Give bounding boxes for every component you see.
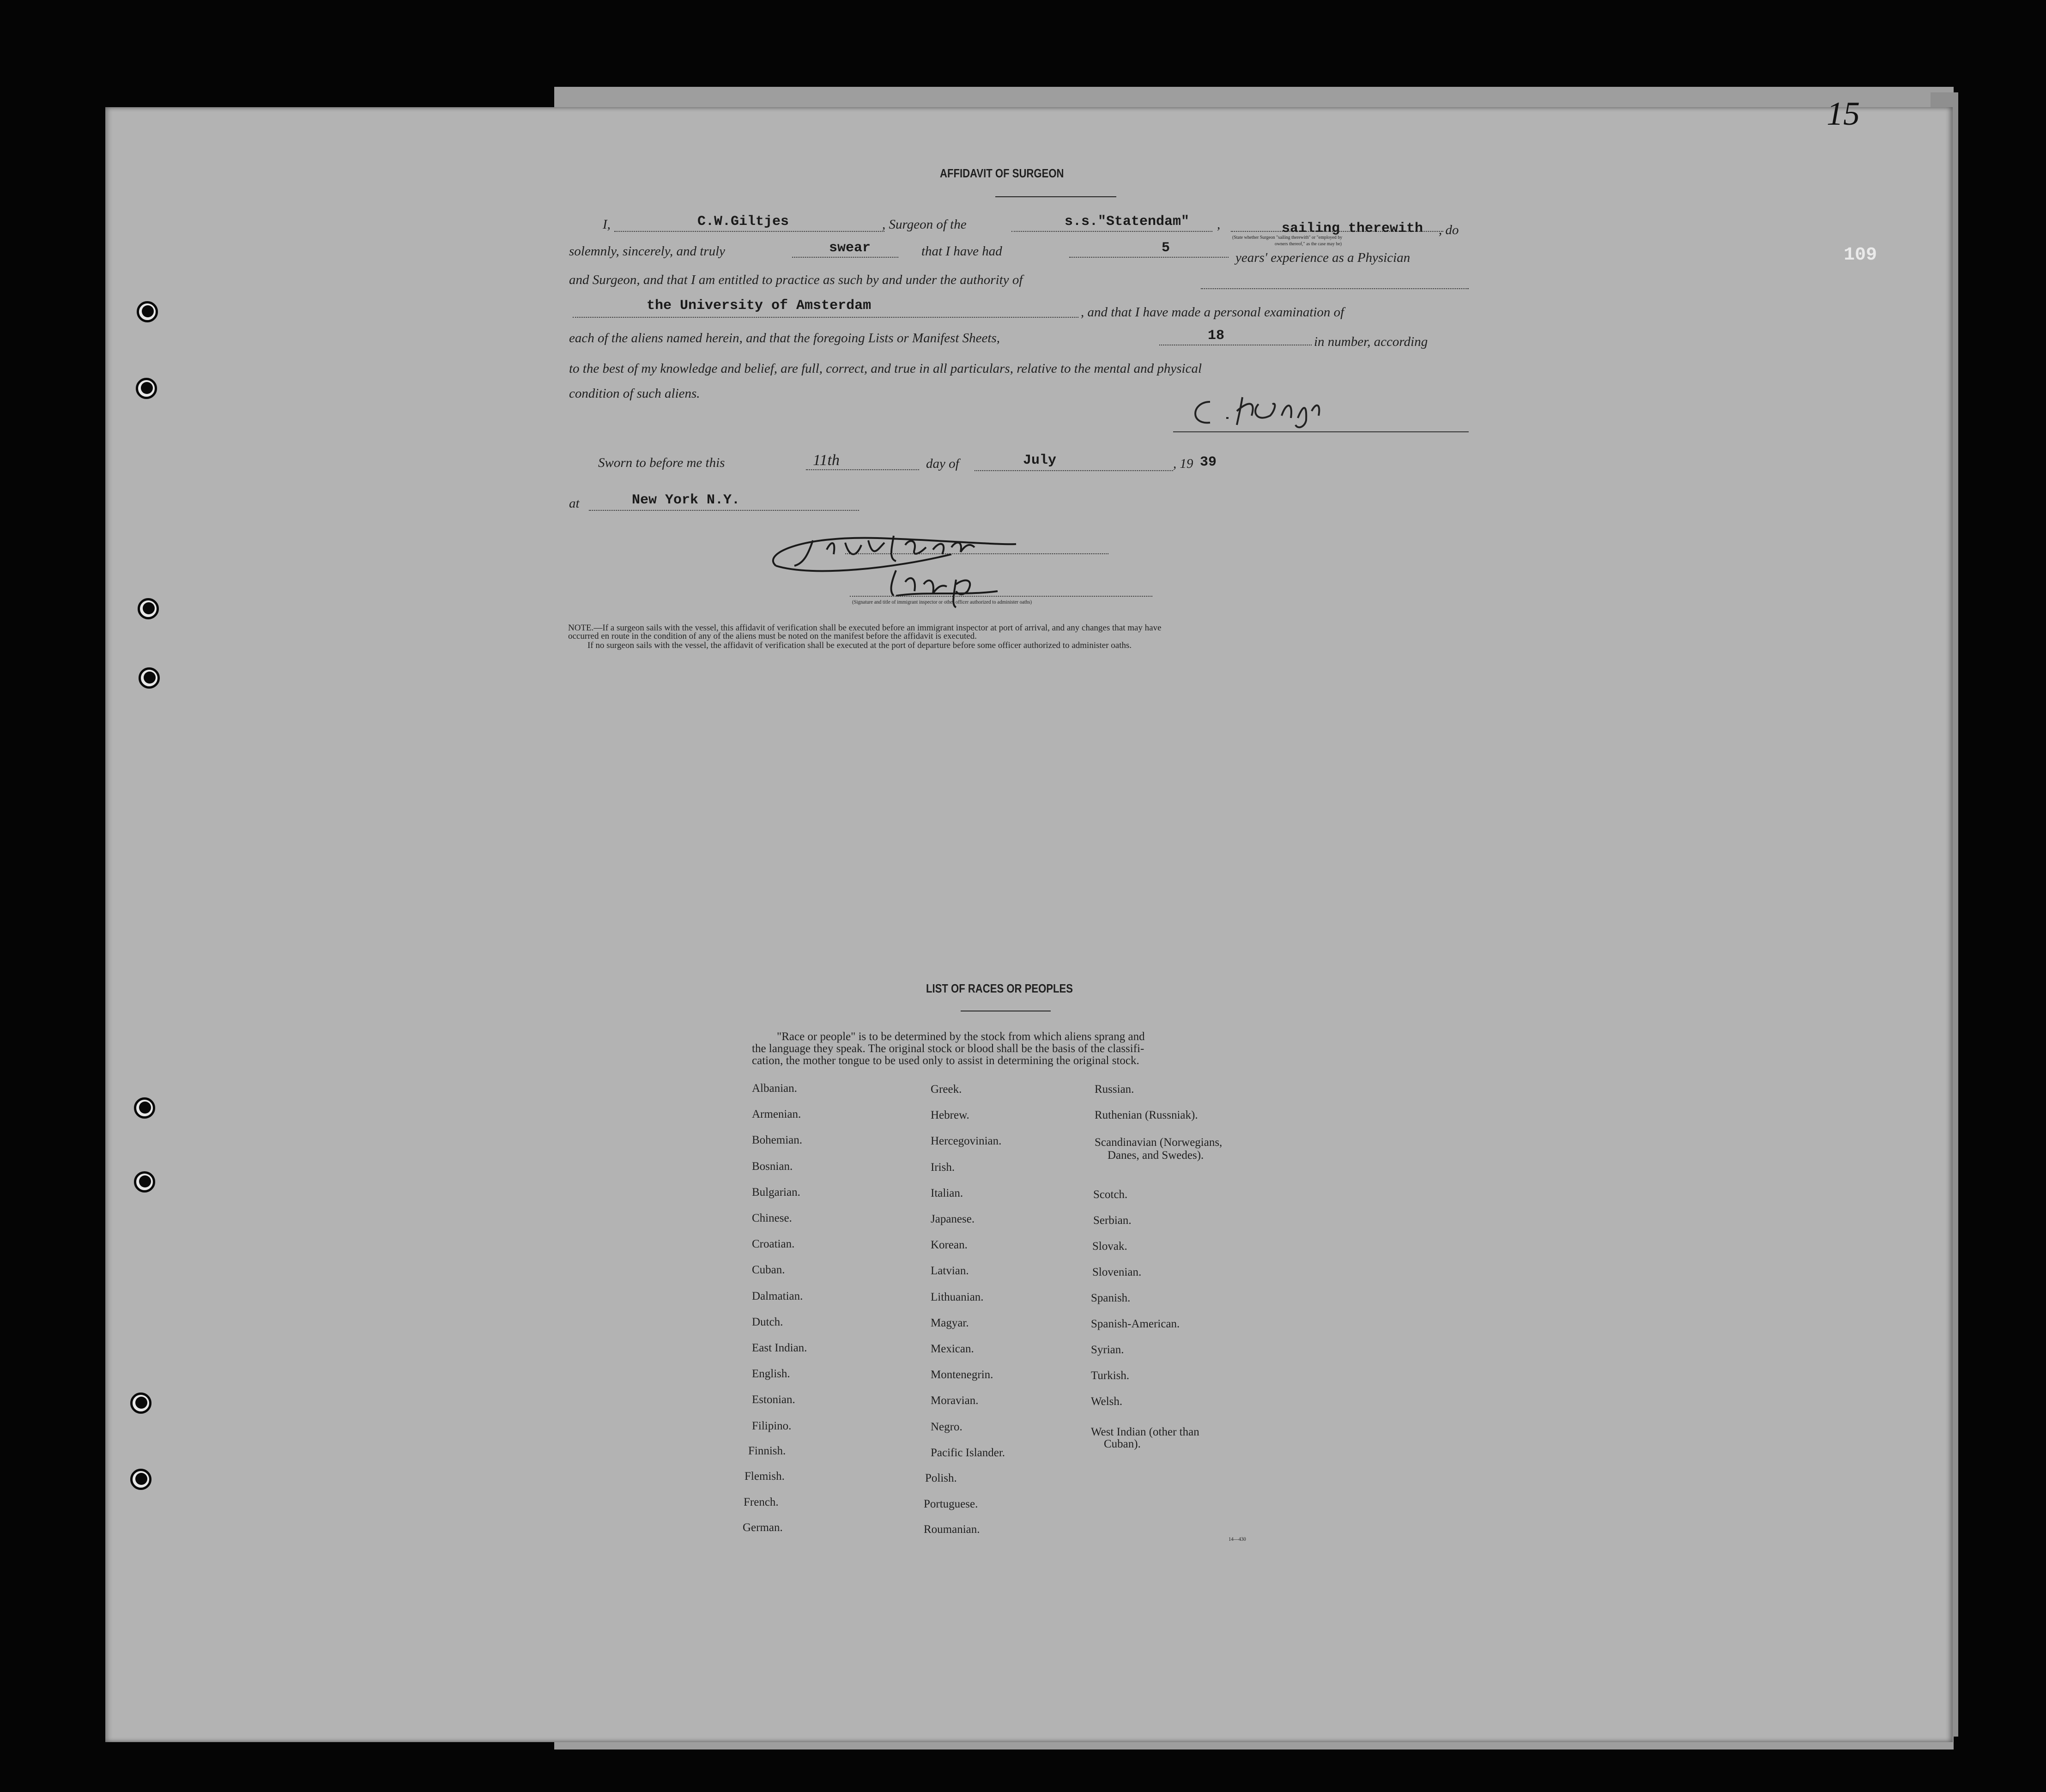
race-item: Moravian. [931,1394,979,1407]
blank-authority [573,317,1078,318]
race-item: Bohemian. [752,1134,803,1147]
vessel-name: s.s."Statendam" [1065,214,1190,230]
binder-hole [130,1469,151,1490]
blank-years [1069,257,1229,258]
race-item: English. [752,1368,790,1380]
title-rule [995,196,1116,197]
race-item: Danes, and Swedes). [1108,1149,1204,1162]
race-item: Hebrew. [931,1109,969,1122]
label-had: that I have had [921,244,1002,259]
sailing-status: sailing therewith [1282,221,1423,236]
race-item: Scotch. [1093,1188,1128,1201]
race-item: Magyar. [931,1316,969,1329]
races-intro-1: "Race or people" is to be determined by the stock from which aliens sprang and [777,1030,1145,1043]
label-sworn: Sworn to before me this [598,455,725,470]
race-item: French. [744,1496,779,1508]
race-item: West Indian (other than [1091,1426,1199,1438]
race-item: Spanish. [1091,1292,1131,1304]
label-surgeon-of: , Surgeon of the [882,217,967,232]
label-and-surgeon: and Surgeon, and that I am entitled to practice as such by and under the authority of [569,272,1023,287]
race-item: Dalmatian. [752,1290,803,1302]
status-note: (State whether Surgeon "sailing therewith" or "employed by [1232,235,1343,240]
race-item: Dutch. [752,1315,783,1328]
race-item: Scandinavian (Norwegians, [1095,1136,1223,1149]
race-item: Slovenian. [1092,1266,1142,1278]
label-day-of: day of [926,456,959,471]
corner-mark: 15 [1827,95,1860,132]
race-item: Montenegrin. [931,1368,993,1381]
race-item: Welsh. [1091,1395,1123,1408]
label-condition: condition of such aliens. [569,386,700,401]
surgeon-name: C.W.Giltjes [697,214,789,230]
race-item: Albanian. [752,1082,797,1095]
race-item: Cuban. [752,1264,785,1277]
race-item: Portuguese. [924,1498,978,1510]
race-item: Greek. [931,1083,962,1096]
race-item: Italian. [931,1187,963,1199]
sworn-day: 11th [813,452,840,469]
signature-caption: (Signature and title of immigrant inspector or other officer authorized to administer oaths) [852,599,1032,605]
race-item: Chinese. [752,1212,792,1224]
race-item: Serbian. [1093,1214,1132,1227]
label-year: , 19 [1173,456,1193,471]
race-item: Lithuanian. [931,1290,984,1303]
label-to-the-best: to the best of my knowledge and belief, are full, correct, and true in all particulars, relative to the mental and physical [569,361,1202,376]
binder-hole [139,667,160,689]
document-page [105,107,1953,1742]
race-item: Estonian. [752,1393,795,1406]
races-intro-3: cation, the mother tongue to be used only to assist in determining the original stock. [752,1054,1139,1067]
blank-day [806,469,919,470]
binder-hole [136,378,157,399]
label-at: at [569,496,580,511]
authority: the University of Amsterdam [647,298,872,314]
race-item: Bosnian. [752,1160,793,1173]
race-item: Japanese. [931,1213,975,1225]
race-item: Irish. [931,1161,955,1174]
page-number: 109 [1844,245,1877,266]
label-solemnly: solemnly, sincerely, and truly [569,244,726,259]
race-item: Croatian. [752,1238,795,1251]
race-item: Filipino. [752,1419,792,1432]
race-item: Russian. [1095,1083,1134,1096]
race-item: Syrian. [1091,1344,1124,1356]
blank-authority-1 [1201,288,1469,289]
sheet-count: 18 [1208,328,1225,344]
binder-hole [134,1097,155,1119]
label-personal-exam: , and that I have made a personal examination of [1081,305,1344,320]
race-item: Slovak. [1092,1240,1127,1253]
race-item: Cuban). [1104,1438,1141,1450]
surgeon-signature-line [1173,431,1469,432]
binder-hole [137,301,158,322]
race-item: Finnish. [748,1445,786,1457]
blank-month [975,470,1173,471]
race-item: Pacific Islander. [931,1446,1005,1459]
label-years-experience: years' experience as a Physician [1235,250,1410,265]
sworn-place: New York N.Y. [632,492,740,508]
race-item: Flemish. [745,1470,785,1483]
status-note-2: owners thereof," as the case may be) [1275,241,1342,247]
affidavit-title: AFFIDAVIT OF SURGEON [940,166,1064,180]
label-comma: , [1217,217,1221,232]
note-line-3: If no surgeon sails with the vessel, the affidavit of verification shall be executed at the port of departure before some officer authorized to administer oaths. [587,641,1132,650]
sworn-month: July [1023,453,1057,468]
race-item: Roumanian. [924,1523,980,1536]
binder-hole [134,1171,155,1193]
years-experience: 5 [1162,240,1170,256]
label-i: I, [603,217,611,232]
race-item: Negro. [931,1420,962,1433]
inspector-signature-line-1 [845,553,1108,554]
race-item: Polish. [925,1472,957,1484]
note-line-2: occurred en route in the condition of any of the aliens must be noted on the manifest before the affidavit is executed. [568,631,977,641]
race-item: Armenian. [752,1108,801,1121]
label-in-number: in number, according [1314,334,1428,349]
races-title: LIST OF RACES OR PEOPLES [926,981,1073,995]
binder-hole [138,598,159,619]
inspector-signature-line-2 [850,596,1152,597]
oath-type: swear [829,240,871,256]
race-item: Korean. [931,1239,968,1252]
blank-place [589,510,859,511]
blank-vessel [1011,231,1212,232]
race-item: Turkish. [1091,1369,1130,1382]
sworn-year: 39 [1200,454,1217,470]
blank-oath [792,257,898,258]
blank-surgeon-name [614,231,884,232]
race-item: Bulgarian. [752,1186,800,1199]
race-item: Hercegovinian. [931,1135,1002,1148]
binder-hole [130,1392,151,1414]
form-number: 14—430 [1229,1536,1246,1542]
surgeon-signature [1182,383,1395,439]
races-intro-2: the language they speak. The original stock or blood shall be the basis of the classifi- [752,1042,1144,1055]
note-line-1: NOTE.—If a surgeon sails with the vessel, this affidavit of verification shall be executed before an immigrant inspector at port of arrival, and any changes that may have [568,623,1162,633]
race-item: German. [743,1521,783,1534]
label-do: , do [1439,223,1459,237]
race-item: Ruthenian (Russniak). [1095,1109,1198,1121]
race-item: Latvian. [931,1265,969,1277]
race-item: Mexican. [931,1343,974,1355]
race-item: East Indian. [752,1342,807,1354]
label-each-of: each of the aliens named herein, and that the foregoing Lists or Manifest Sheets, [569,331,1000,345]
race-item: Spanish-American. [1091,1318,1180,1330]
